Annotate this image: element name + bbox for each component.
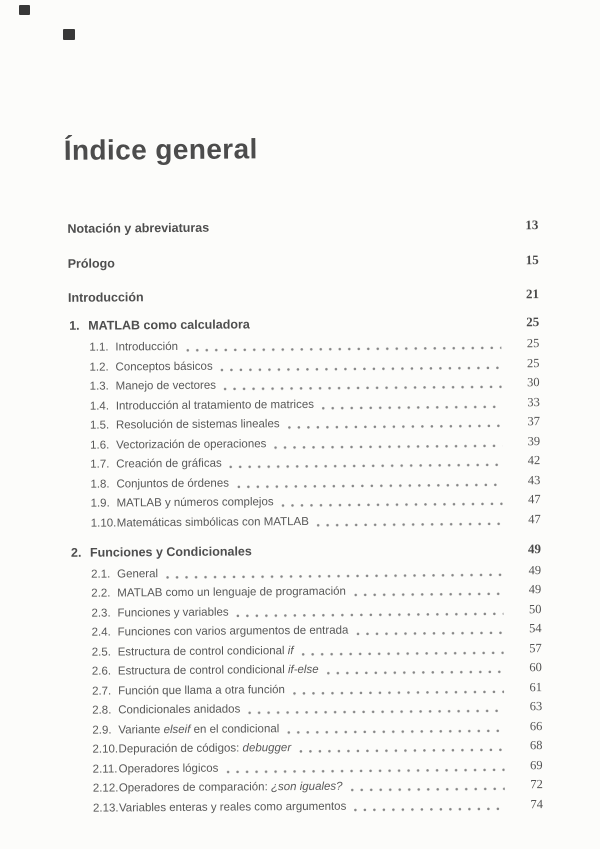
section-title-segment: General (117, 567, 159, 580)
leader-dots (317, 522, 503, 526)
leader-dots (288, 424, 502, 429)
page-number: 49 (528, 562, 542, 577)
section-title-segment: Vectorización de operaciones (116, 437, 267, 451)
section-title (119, 797, 346, 817)
chapter-title: MATLAB como calculadora (88, 317, 250, 333)
section-title (117, 583, 346, 603)
page-number: 66 (529, 718, 543, 733)
leader-dots (354, 807, 505, 811)
section-title (116, 435, 266, 455)
section-title (117, 493, 274, 513)
section-title-segment: elseif (163, 723, 191, 736)
section-title-segment: Operadores lógicos (118, 762, 219, 775)
section-number: 1.10. (90, 516, 117, 530)
section-number: 1.6. (90, 438, 110, 452)
leader-dots (351, 787, 505, 791)
page-number: 60 (529, 660, 542, 675)
leader-dots (287, 729, 504, 734)
section-title-segment: en el condicional (190, 722, 280, 736)
leader-dots (224, 385, 502, 390)
leader-dots (354, 592, 503, 596)
toc-front-matter-row (68, 287, 539, 305)
toc-chapter-row (68, 314, 539, 334)
section-title (115, 357, 212, 376)
section-title (118, 622, 349, 642)
section-title-segment: Estructura de control condicional (117, 664, 288, 678)
page-number: 63 (529, 699, 543, 714)
page-number: 68 (529, 738, 543, 753)
section-title-segment: Conjuntos de órdenes (116, 477, 229, 490)
section-number: 2.5. (91, 645, 111, 659)
leader-dots (221, 366, 502, 371)
front-matter-list (67, 218, 539, 305)
section-number: 2.2. (91, 587, 111, 600)
section-number: 2.8. (92, 704, 112, 717)
section-title-segment: Introducción al tratamiento de matrices (115, 398, 315, 412)
page-number: 25 (526, 336, 540, 351)
section-number: 2.3. (91, 606, 111, 620)
chapter-title: Funciones y Condicionales (89, 543, 252, 560)
chapter-number: 2. (70, 545, 82, 560)
page-number: 25 (526, 314, 540, 330)
leader-dots (293, 690, 504, 695)
page-number: 49 (527, 540, 541, 556)
section-number: 1.5. (89, 419, 110, 432)
section-title (117, 603, 228, 622)
leader-dots (226, 768, 504, 773)
page-number: 33 (527, 394, 540, 409)
page-number: 54 (529, 621, 542, 636)
page-number: 37 (527, 414, 540, 429)
leader-space (250, 326, 511, 328)
section-title (116, 415, 280, 435)
section-title-segment: Operadores de comparación: (118, 781, 271, 795)
toc-front-matter-row (68, 253, 539, 271)
section-title (117, 512, 309, 532)
section-title-segment: if (287, 644, 294, 657)
leader-dots (237, 612, 504, 617)
page-number: 21 (525, 286, 539, 302)
section-title-segment: Condicionales anidados (118, 703, 241, 717)
entry-title: Introducción (67, 290, 144, 305)
section-number: 2.7. (91, 684, 112, 698)
page-number: 74 (530, 796, 543, 811)
section-title-segment: Estructura de control condicional (117, 644, 288, 658)
leader-dots (237, 483, 502, 488)
section-number: 1.3. (89, 380, 109, 393)
section-title (116, 455, 222, 474)
leader-dots (274, 444, 502, 449)
section-number: 2.6. (91, 665, 112, 678)
section-title-segment: debugger (242, 742, 292, 755)
leader-dots (186, 346, 501, 351)
section-number: 1.8. (90, 477, 110, 491)
toc-section-row (70, 510, 541, 533)
section-title-segment: Función que llama a otra función (117, 683, 285, 697)
page-title: Índice general (63, 133, 258, 166)
section-number: 2.1. (91, 567, 111, 581)
section-number: 1.4. (89, 399, 110, 413)
section-title-segment: Funciones con varios argumentos de entrada (117, 624, 349, 639)
section-title (118, 681, 285, 701)
section-number: 2.12. (92, 782, 119, 795)
section-title-segment: MATLAB como un lenguaje de programación (117, 585, 346, 600)
section-title-segment: Depuración de códigos: (118, 742, 243, 756)
entry-title: Notación y abreviaturas (67, 220, 210, 236)
section-number: 2.11. (92, 762, 118, 776)
page-number: 39 (527, 433, 541, 448)
toc-front-matter-row (67, 218, 538, 236)
section-title (119, 759, 219, 778)
page-number: 43 (527, 472, 541, 487)
page-number: 15 (525, 251, 539, 267)
section-title-segment: MATLAB y números complejos (116, 496, 274, 510)
leader-space (209, 229, 510, 231)
leader-dots (230, 463, 503, 468)
page-number: 47 (527, 492, 541, 507)
leader-dots (356, 631, 503, 635)
leader-dots (302, 651, 504, 656)
section-number: 2.13. (92, 801, 119, 815)
section-title-segment: Variante (118, 723, 164, 736)
page-number: 30 (527, 375, 540, 390)
leader-dots (299, 748, 504, 753)
section-title (118, 642, 294, 662)
section-title-segment: Variables enteras y reales como argumentos (118, 800, 347, 814)
chapter-list (68, 314, 543, 818)
section-title (116, 474, 229, 493)
section-number: 1.1. (89, 341, 109, 354)
section-title (119, 778, 343, 798)
page-number: 72 (530, 777, 543, 792)
section-title (115, 338, 178, 357)
section-title (117, 565, 158, 584)
section-title (118, 720, 279, 740)
leader-dots (248, 709, 504, 714)
page-number: 69 (530, 757, 543, 772)
entry-title: Prólogo (67, 255, 115, 271)
section-title (118, 739, 291, 759)
section-title-segment: Creación de gráficas (116, 457, 222, 471)
page-number: 25 (526, 355, 540, 370)
section-list (68, 334, 541, 533)
section-number: 2.9. (92, 723, 112, 737)
page-number: 57 (529, 640, 542, 655)
section-title-segment: Matemáticas simbólicas con MATLAB (116, 515, 309, 529)
page-number: 50 (528, 601, 542, 616)
section-title-segment: Introducción (115, 340, 179, 354)
section-title (116, 377, 217, 396)
section-number: 1.9. (90, 497, 110, 510)
page-number: 61 (529, 679, 543, 694)
section-list (70, 561, 543, 818)
section-title-segment: Conceptos básicos (115, 360, 213, 373)
chapter-number: 1. (69, 318, 80, 333)
section-title-segment: Resolución de sistemas lineales (115, 418, 280, 432)
page-number: 13 (525, 217, 539, 233)
table-of-contents (67, 218, 543, 829)
leader-space (144, 298, 511, 301)
section-title-segment: Manejo de vectores (115, 379, 217, 393)
section-title-segment: Funciones y variables (117, 606, 229, 619)
section-title-segment: ¿son iguales? (270, 780, 343, 794)
leader-space (252, 553, 513, 555)
page-number: 49 (528, 582, 542, 597)
leader-dots (166, 573, 503, 579)
section-number: 1.2. (89, 361, 109, 374)
leader-dots (327, 670, 504, 674)
page-number: 47 (528, 511, 541, 526)
leader-dots (282, 502, 503, 507)
leader-space (115, 264, 511, 267)
toc-section-row (72, 795, 543, 818)
section-title (118, 700, 240, 719)
toc-chapter-row (70, 541, 541, 561)
page-number: 42 (527, 453, 541, 468)
leader-dots (322, 405, 502, 409)
section-title-segment: if-else (287, 663, 319, 677)
section-number: 2.4. (91, 626, 111, 639)
section-number: 1.7. (90, 458, 110, 471)
section-title (116, 395, 314, 415)
section-number: 2.10. (92, 743, 119, 756)
section-title (118, 661, 319, 681)
